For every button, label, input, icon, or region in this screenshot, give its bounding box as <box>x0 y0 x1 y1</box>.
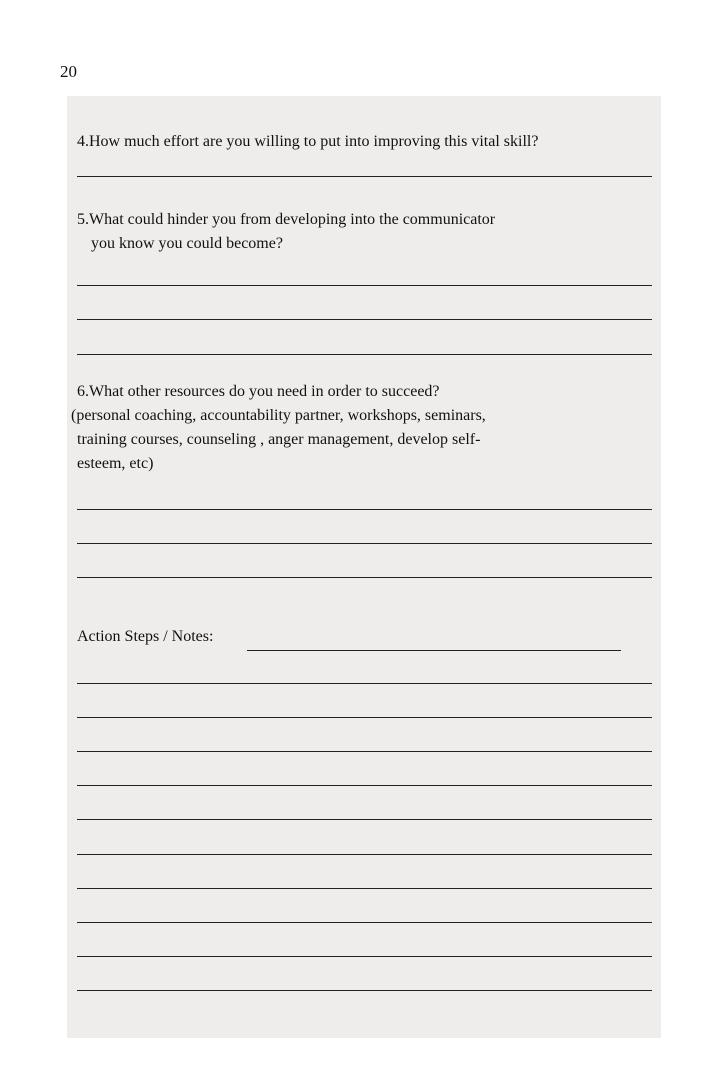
question-6-line-4: esteem, etc) <box>77 455 154 472</box>
answer-line-q6-3[interactable] <box>77 577 652 578</box>
answer-line-q5-3[interactable] <box>77 354 652 355</box>
question-5-line-2: you know you could become? <box>91 235 283 252</box>
question-4: 4.How much effort are you willing to put into improving this vital skill? <box>77 133 539 150</box>
notes-line-3[interactable] <box>77 751 652 752</box>
notes-line-9[interactable] <box>77 956 652 957</box>
worksheet-panel <box>67 96 661 1038</box>
notes-line-10[interactable] <box>77 990 652 991</box>
question-6 <box>71 380 657 476</box>
notes-line-7[interactable] <box>77 888 652 889</box>
notes-line-1[interactable] <box>77 683 652 684</box>
notes-line-6[interactable] <box>77 854 652 855</box>
answer-line-q5-1[interactable] <box>77 285 652 286</box>
notes-line-8[interactable] <box>77 922 652 923</box>
page-number: 20 <box>60 62 77 81</box>
notes-line-2[interactable] <box>77 717 652 718</box>
question-6-line-2: (personal coaching, accountability partner, workshops, seminars, <box>71 407 486 424</box>
answer-line-q6-1[interactable] <box>77 509 652 510</box>
notes-line-4[interactable] <box>77 785 652 786</box>
question-6-line-1: 6.What other resources do you need in order to succeed? <box>77 383 440 400</box>
answer-line-q5-2[interactable] <box>77 319 652 320</box>
question-5 <box>77 208 657 256</box>
action-steps-label: Action Steps / Notes: <box>77 628 214 645</box>
answer-line-q6-2[interactable] <box>77 543 652 544</box>
notes-line-5[interactable] <box>77 819 652 820</box>
action-steps-inline-line[interactable] <box>247 650 621 651</box>
answer-line-q4-1[interactable] <box>77 176 652 177</box>
question-5-line-1: 5.What could hinder you from developing into the communicator <box>77 211 496 228</box>
question-6-line-3: training courses, counseling , anger management, develop self- <box>77 431 481 448</box>
